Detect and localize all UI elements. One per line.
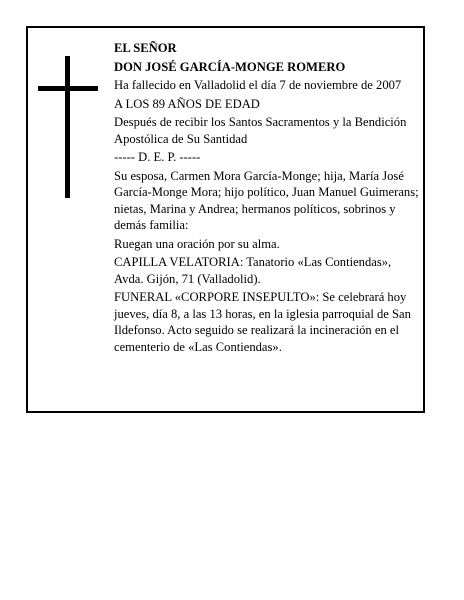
funeral-info: FUNERAL «CORPORE INSEPULTO»: Se celebrará hoy jueves, día 8, a las 13 horas, en la iglesia parroquial de San Ildefonso. Acto seguido se realizará la incineración en el cementerio de «Las Contiendas». (114, 290, 411, 354)
cross-horizontal-bar (38, 86, 98, 91)
title-line: EL SEÑOR (114, 41, 177, 55)
obituary-text (114, 40, 422, 357)
chapel-info: CAPILLA VELATORIA: Tanatorio «Las Contiendas», Avda. Gijón, 71 (Valladolid). (114, 255, 392, 286)
death-announcement: Ha fallecido en Valladolid el día 7 de noviembre de 2007 (114, 78, 402, 92)
family-list: Su esposa, Carmen Mora García-Monge; hija, María José García-Monge Mora; hijo político, Juan Manuel Guimerans; nietas, Marina y Andrea; hermanos políticos, sobrinos y demás familia: (114, 168, 419, 232)
obituary-notice (26, 26, 425, 413)
sacraments-line: Después de recibir los Santos Sacramentos y la Bendición Apostólica de Su Santidad (114, 115, 407, 146)
rip-line: ----- D. E. P. ----- (114, 150, 201, 164)
prayer-request: Ruegan una oración por su alma. (114, 236, 280, 251)
deceased-name: DON JOSÉ GARCÍA-MONGE ROMERO (114, 59, 346, 74)
cross-icon (38, 56, 98, 198)
cross-vertical-bar (65, 56, 70, 198)
age-line: A LOS 89 AÑOS DE EDAD (114, 96, 260, 111)
